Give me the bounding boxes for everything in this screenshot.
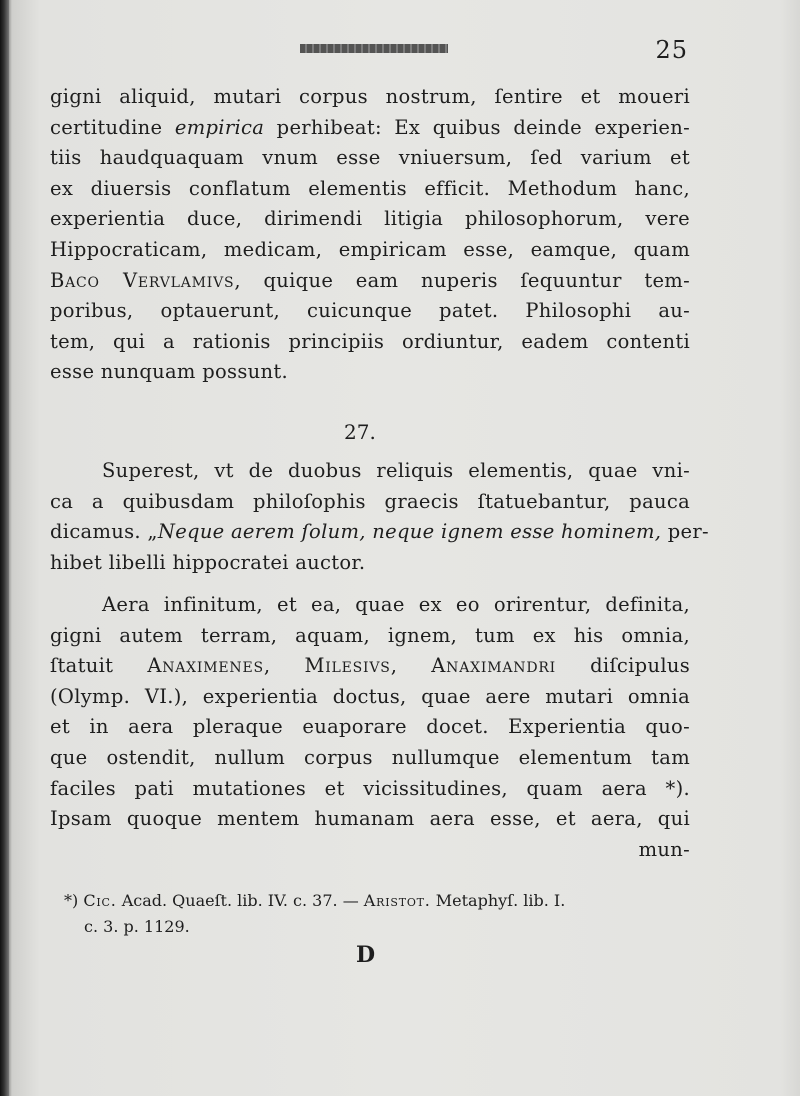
text-line: que ostendit, nullum corpus nullumque elementum tam [50,745,690,769]
text-line: et in aera pleraque euaporare docet. Experientia quo- [50,715,690,739]
catchword: mun- [638,837,690,861]
text-line: certitudine empirica perhibeat: Ex quibus deinde experien- [50,115,690,139]
text-line: gigni autem terram, aquam, ignem, tum ex his omnia, [50,623,690,647]
text-line: ca a quibusdam philoſophis graecis ſtatuebantur, pauca [50,489,690,513]
text-line: tiis haudquaquam vnum esse vniuersum, ſed varium et [50,146,690,170]
text-line: esse nunquam possunt. [50,360,289,384]
footnote [64,888,684,940]
text-line: Aera infinitum, et ea, quae ex eo orirentur, definita, [102,593,690,616]
page-number: 25 [655,36,688,64]
italic-term: empirica [174,115,265,139]
text-line: hibet libelli hippocratei auctor. [50,550,366,574]
paragraph-3 [50,590,690,865]
signature-mark: D [356,942,376,968]
text-line: faciles pati mutationes et vicissitudines, quam aera *). [50,776,690,800]
text-line: dicamus. „Neque aerem ſolum, neque ignem esse hominem, per- [50,520,709,544]
text-line: experientia duce, dirimendi litigia philosophorum, vere [50,207,690,231]
text-line: Baco Vervlamivs, quique eam nuperis ſequuntur tem- [50,268,690,292]
author-name: Milesivs [304,654,391,678]
author-name: Baco Vervlamivs [50,268,235,292]
author-name: Cic. [83,891,117,910]
text-line: ſtatuit Anaximenes, Milesivs, Anaximandri diſcipulus [50,654,691,678]
header-rule [300,44,448,53]
italic-quotation: Neque aerem ſolum, neque ignem esse hominem, [157,520,662,544]
text-line: Ipsam quoque mentem humanam aera esse, et aera, qui [50,807,690,831]
text-line: gigni aliquid, mutari corpus nostrum, ſentire et moueri [50,85,690,108]
author-name: Anaximenes [147,654,264,678]
text-line: Superest, vt de duobus reliquis elementis, quae vni- [102,459,690,482]
text-line: Hippocraticam, medicam, empiricam esse, eamque, quam [50,237,690,261]
section-number: 27. [344,420,376,444]
footnote-line: *) Cic. Acad. Quaeſt. lib. IV. c. 37. — Aristot. Metaphyſ. lib. I. [64,891,566,910]
author-name: Aristot. [363,891,431,910]
paragraph-2 [50,456,709,578]
author-name: Anaximandri [431,654,557,678]
book-binding-edge [0,0,9,1096]
text-line: poribus, optauerunt, cuicunque patet. Philosophi au- [50,299,690,323]
text-line: (Olymp. VI.), experientia doctus, quae aere mutari omnia [50,684,690,708]
footnote-line: c. 3. p. 1129. [84,917,190,936]
paragraph-1 [50,82,690,388]
text-line: tem, qui a rationis principiis ordiuntur, eadem contenti [50,329,690,353]
text-line: ex diuersis conflatum elementis efficit. Methodum hanc, [50,176,690,200]
